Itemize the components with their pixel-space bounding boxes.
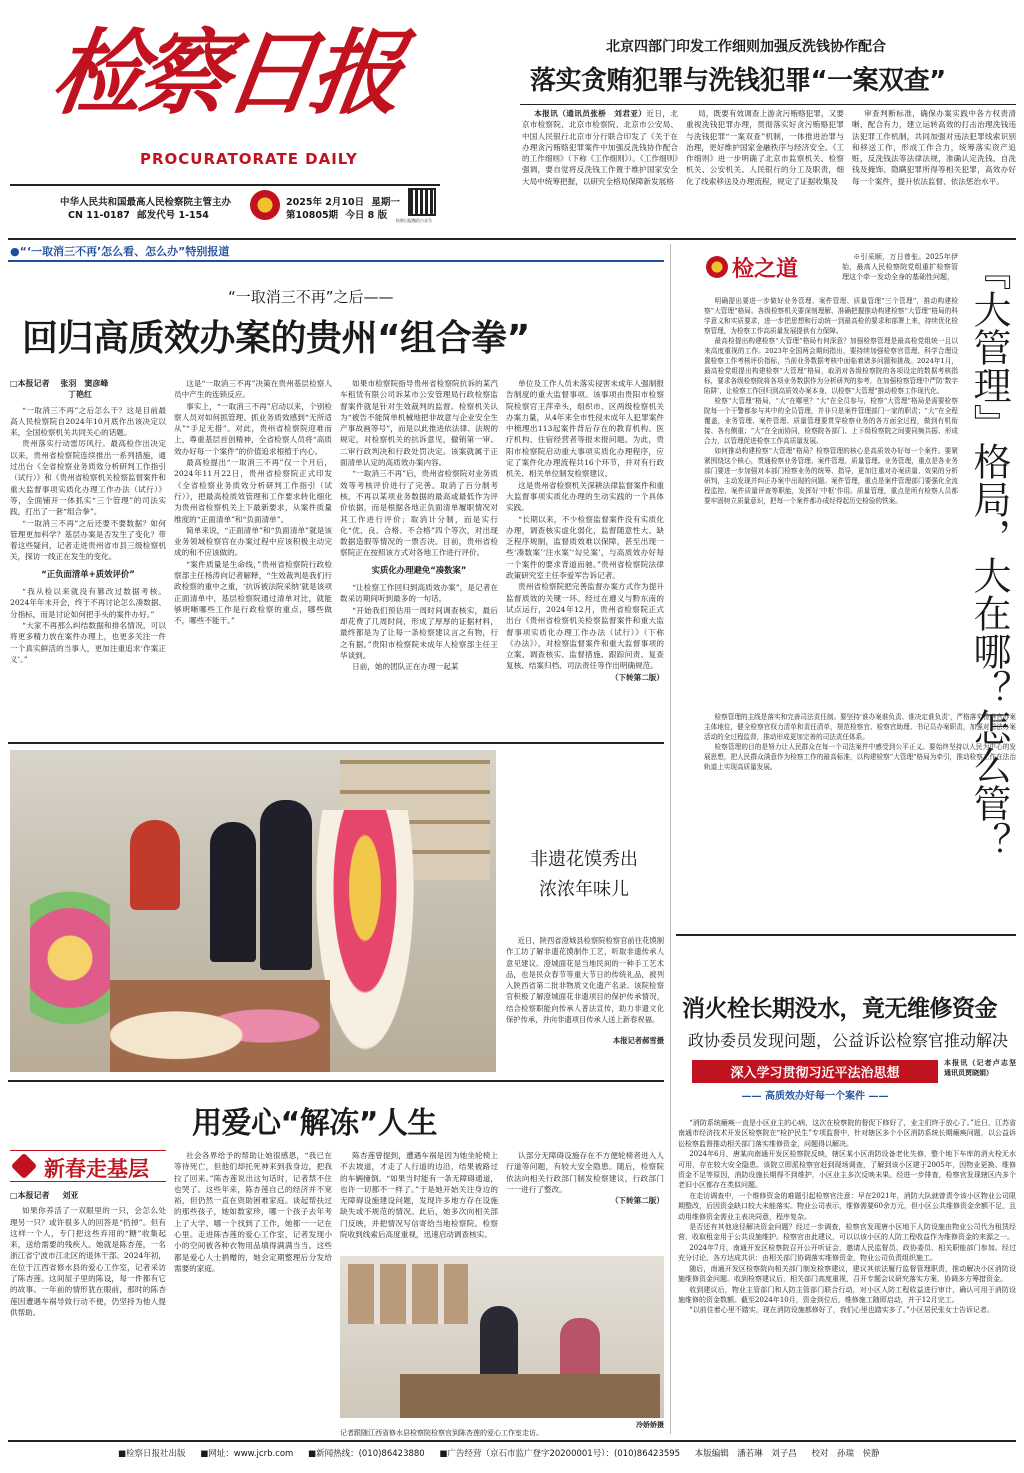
person-left — [130, 820, 180, 910]
masthead-title: 检察日报 — [45, 19, 405, 127]
love-story-continued: （下转第二版） — [610, 1196, 664, 1206]
love-story-col2-text: 社会各界给予的帮助让她很感恩，“我已在等待死亡，但他们却托死神来到我身边，把我拉了回来。”陈杏莲说出这句话时，记者禁不住也哭了。这些年来，陈杏莲自己的经济并不宽裕，但仍然一直在资助困难家庭。谈起帮扶过的那些孩子，她如数家珍，哪一个孩子去年考上了大学、哪一个找到了工作，她都一一记在心里。走进陈杏莲的爱心工作室，记者发现小小的空间被各种衣物用品填得满满当当。这些都是爱心人士捐赠的，她会定期整理后分发给需要的家庭。 — [174, 1151, 332, 1273]
footer — [118, 1447, 1018, 1459]
right-feature-bottom-rule — [676, 934, 1016, 936]
headline-col3 — [852, 108, 1016, 187]
special-col1-p2: 贵州落实行动雷厉风行。最高检作出决定以来，贵州省检察院连续推出一系列措施，通过出台《全省检察业务质效分析研判工作指引（试行）》和《贵州省检察机关检察监督案件和重大监督事项实质化办理工作办法（试行）》等，全面铺开一体抓实“三个管理”的司法实践，打出了一套“组合拳”。 — [10, 439, 166, 517]
masthead-divider — [10, 184, 440, 186]
photo-feature-image — [10, 750, 496, 1072]
right-feature-headline: 『大管理』格局，大在哪？怎么管？ — [967, 252, 1011, 860]
headline-col1-text: 近日，北京市检察院、北京市检察院、北京市公安局、中国人民银行北京市分行联合印发了《关于在办理贪污贿赂犯罪案件中加强反洗钱协作配合的工作细则》（下称《工作细则》）。《工作细则》强调，要自觉将反洗钱工作置于维护国家安全大局中统筹把握，以研究全格局保障新发展格 — [522, 109, 679, 186]
special-col1-p4: “我从检以来就没有篡改过数据考核。2024年年末开会，终于不再讨论怎么凑数据、分指标，而是讨论如何把手头的案件办好。” — [10, 587, 167, 619]
cn-code: CN 11-0187 — [68, 210, 130, 221]
right-column-divider — [670, 244, 671, 1434]
special-col3-p4: “开始我们预估用一周时间调查核实，最后却花费了几周时间，形成了厚厚的证据材料，最终都是为了让每一条检察建议言之有物，行之有据。”贵阳市检察院未成年人检察部主任王华谈到。 — [340, 605, 498, 660]
issue-weekday: 星期一 — [371, 197, 400, 208]
love-story-col3 — [340, 1150, 498, 1250]
love-story-col3-text: 陈杏莲曾提到，遭遇车祸是因为她坐轮椅上不去坡道，才走了人行道的边沿，结果被路过的车辆撞倒。“如果当时能有一条无障碍通道，也许一切都不一样了。”于是她开始关注身边的无障碍设施建设问题，发现许多地方存在设施缺失或不规范的情况。此后，她多次向相关部门反映，并把情况写信寄给当地检察院。检察院收到线索后高度重视，迅速启动调查核实。 — [340, 1151, 498, 1240]
qr-caption: 检察日报微信公众号 — [396, 218, 432, 223]
special-col2-p1: 这是“一取消三不再”决策在贵州基层检察人员中产生的连锁反应。 — [174, 379, 332, 400]
love-story-photo-credit: 冷娇娇摄 — [636, 1421, 664, 1429]
fire-hydrant-p4: 是否还有其他途径解决资金问题？经过一步调查，检察官发现唐小区地下人防设施由物业公司代为租赁经营，收取租金用于公共设施维护。检察官由此建议，可以以该小区的人防工程收益作为维修资金的来源之一。 — [678, 1223, 1016, 1242]
masthead-codes — [68, 207, 209, 221]
issue-date: 2025年 2月10日 — [286, 197, 365, 208]
wall-frames — [348, 1264, 468, 1324]
photo-feature-caption-text: 近日，陕西省澄城县检察院检察官前往花馍制作工坊了解非遗花馍制作工艺，听取非遗传承人意见建议。澄城面花是当地民间的一种手工艺术品，也是民众春节等重大节日的传统礼品，被列入陕西省第二批非物质文化遗产名录。该院检察官积极了解澄城面花非遗项目的保护传承情况，结合检察职能向传承人普法宣传，助力非遗文化保护传承，并向非遗项目传承人送上新春祝福。 — [506, 936, 664, 1025]
photo-feature-title — [504, 845, 664, 901]
love-story-byline-name: 刘亚 — [62, 1191, 79, 1200]
love-story-col1 — [10, 1190, 166, 1318]
special-col1 — [10, 378, 166, 665]
fire-hydrant-p7: 收到建议后，物业主管部门和人防主管部门联合行动，对小区人防工程收益进行审计，确认可用于消防设施维修的资金数额。截至2024年10月，资金到位后，维修施工随即启动，并于12月完工。 — [678, 1285, 1016, 1304]
special-col4-p1: 单位及工作人员未落实侵害未成年人强制报告制度的重大监督事项。该事项由贵阳市检察院检察官王萍牵头，组织市、区两级检察机关办案力量，从4年来全市性侵未成年人犯罪案件中梳理出113起案件背后存在的教育机构、医疗机构、住宿经营者等报未报问题。为此，贵阳市检察院启动重大事项实质化办理程序，应定了案件化办理流程共16个环节，并对有行政机关、相关单位制发检察建议。 — [506, 379, 664, 479]
love-story-byline-label: □本报记者 — [10, 1191, 50, 1200]
masthead-date — [286, 194, 400, 208]
right-feature-body-lower — [704, 712, 1016, 930]
fire-hydrant-p8: “以前住着心里不踏实，现在消防设施都修好了，我们心里也踏实多了。”小区居民张女士告诉记者。 — [689, 1306, 994, 1315]
right-feature-intro — [842, 252, 958, 292]
fire-hydrant-p5: 2024年7月，南通开发区检察院召开公开听证会，邀请人民监督员、政协委员、相关职能部门参加。经过充分讨论，各方达成共识：由相关部门协调落实维修资金，物业公司负责组织施工。 — [678, 1243, 1016, 1263]
special-col3-p5: 日前，她的团队正在办理一起某 — [352, 662, 459, 672]
photo-feature-caption — [506, 935, 664, 1047]
love-story-col2 — [174, 1150, 332, 1432]
headline-col2-text: 局，既要有效调查上游贪污贿赂犯罪，又要重视洗钱犯罪办理，贯彻落实好贪污贿赂犯罪与洗钱犯罪“一案双查”机制，一体推进治罪与治理，更好维护国家金融秩序与经济安全。《工作细则》进一步明确了北京市监察机关、检察机关、公安机关、人民银行的分工及职责，细化了线索移送及办理流程，规定了证据收集及 — [686, 109, 844, 186]
love-story-photo-caption-row — [340, 1420, 664, 1439]
footer-proofreaders: 校对 孙瑞 侯静 — [811, 1449, 880, 1459]
fire-hydrant-body — [678, 1118, 1016, 1436]
right-feature-logo-text: 检之道 — [732, 257, 799, 282]
footer-website[interactable]: ■网址：www.jcrb.com — [200, 1449, 294, 1459]
masthead-bottom-rule — [8, 238, 1016, 240]
photo-feature-credit: 本报记者郝雪摄 — [612, 1036, 664, 1046]
fire-hydrant-p2: 2024年6月，唐某向南通开发区检察院反映，辖区某小区消防设备老化失修，整个地下车库的消火栓无水可用，存在较大安全隐患。该院立即派检察官赶到现场调查，了解到该小区建于2005年，因物业更换、维修资金不足等原因，消防设施长期得不到维护，小区业主多次反映未果。经进一步排查，检察官发现辖区内多个老旧小区都存在类似问题。 — [678, 1150, 1016, 1190]
right-feature-logo — [678, 252, 838, 286]
headline-col1 — [522, 108, 678, 187]
national-emblem-icon — [250, 190, 280, 220]
person-center — [210, 822, 256, 962]
special-byline-names2: 丁艳红 — [68, 390, 92, 400]
table-surface — [400, 1374, 660, 1418]
fire-hydrant-lead — [944, 1058, 1023, 1114]
masthead-english: PROCURATORATE DAILY — [140, 150, 358, 168]
photo-feature-title-line1: 非遗花馍秀出 — [530, 849, 638, 870]
headline-col3-text: 审查判断标准，确保办案实践中各方权责清晰、配合有力，建立运转高效的打击治理洗钱违法犯罪工作机制，共同加强对违法犯罪线索识别和移送工作，形成工作合力，统筹落实资产追赃，反洗钱法等法律法规，准确认定洗钱、自洗钱及掩饰、隐瞒犯罪所得等相关犯罪，高效办好每一个案件，提升依法监督、依法惩治水平。 — [852, 109, 1016, 186]
postal-code: 邮发代号 1-154 — [137, 210, 209, 221]
special-title: 回归高质效办案的贵州“组合拳” — [22, 318, 530, 359]
special-col1-p1: “一取消三不再”之后怎么干？这是目前最高人民检察院自2024年10月底作出该决定以来，全国检察机关共同关心的话题。 — [10, 405, 166, 438]
fire-hydrant-byline: 本报讯（记者卢志坚 通讯员贾晓娟） — [944, 1058, 1023, 1078]
special-col1-subhead: “正负面清单+质效评价” — [41, 568, 135, 579]
special-col4-p2: 这是贵州省检察机关深耕法律监督案件和重大监督事项实质化办理的生动实践的一个具体实践。 — [506, 480, 664, 513]
fire-hydrant-subtitle: 政协委员发现问题，公益诉讼检察官推动解决 — [688, 1031, 1009, 1050]
special-col3-p1: 如果市检察院指导贵州省检察院抗诉的某汽车租赁有限公司诉某市公安管理局行政检察监督案件就是针对生效裁判的监督。检察机关认为“被告不能简单机械地把非故意与企业安全生产事故画等号”，而是以此推进依法律、法规的规定，对检察机关的抗诉意见，撤销第一审、二审行政判决和行政处罚决定。该案就属于正面清单认定的高质效办案内容。 — [340, 379, 498, 468]
headline-kicker: 北京四部门印发工作细则加强反洗钱协作配合 — [606, 39, 886, 55]
love-story-col4-text: 认部分无障碍设施存在不方便轮椅者进入人行道等问题，有较大安全隐患。随后，检察院依法向相关行政部门制发检察建议，行政部门一一进行了整改。 — [506, 1151, 664, 1194]
special-subtitle: “一取消三不再”之后—— — [228, 288, 394, 306]
fire-hydrant-p6: 随后，南通开发区检察院向相关部门制发检察建议，建议其依法履行监督管理职责，推动解决小区消防设施维修资金问题。收到检察建议后，相关部门高度重视，召开专题会议研究落实方案，协调多方筹措资金。 — [678, 1264, 1016, 1284]
special-col4-p3: “长期以来，不少检察监督案件没有实质化办理，调查核实虚化弱化，监督随意性大、缺乏程序规制，监督质效难以保障，甚至出现一些‘凑数案’‘注水案’‘勾兑案’，与高质效办好每一个案件的要求背道而驰。”贵州省检察院法律政策研究室主任李爱军告诉记者。 — [506, 514, 664, 581]
issue-pages: 今日 8 版 — [345, 210, 388, 221]
special-col4-p4: 贵州省检察院把完善监督办案方式作为提升监督质效的关键一环。经过在遵义与黔东南的试点运行，2024年12月，贵州省检察院正式出台《贵州省检察机关检察监督案件和重大监督事项实质化办理工作办法（试行）》（下称《办法》），对检察监督案件和重大监督事项的立案、调查核实、监督措施、跟踪问责、复查复核、结案归档、司法责任等作出明确规范。 — [506, 582, 664, 671]
love-story-col1-text: 如果你养活了一双眼里的一只，会怎么处理另一只？或许很多人的回答是“扔掉”。但有这样一个人，专门把这些弃用的“糖”收集起来，送给需要的残疾人。她就是陈杏莲，一名浙江省宁波市江北区的退休干部。2024年初，在位于江西省修水县的爱心工作室，记者采访了陈杏莲。这间屋子里的陈设，每一件都有它的故事。一年前的情形犹在眼前，那时的陈杏莲因遭遇车祸导致行动不便，仍坚持为他人提供帮助。 — [10, 1206, 167, 1317]
issue-number: 第10805期 — [286, 210, 339, 221]
special-col2-p4: 简单来说，“正面清单”和“负面清单”就是该业务领域检察官在办案过程中应该积极主动完成的和不应该做的。 — [174, 525, 332, 558]
right-feature-body2: 最高检提出构建检察“大管理”格局有何深意？加强检察管理是最高检党组统一且以来高度重视的工作。2023年全国两会期间指出，要持续加强检察官管理、科学合理设置检察工作考核评价指标，当前业务数据考核中面临着诸多问题和挑战。2024年1月，最高检党组提出构建检察“大管理”格局，取消对各级检察院的各项设定的数据考核指标，要求各级检察院将各项业务数据作为分析研判的参考，在加强检察管理中严防‘数字陷阱’，让检察工作回归到高质效办案本身，以检察“大管理”推动检察工作现代化。 — [704, 337, 958, 395]
special-col2-p5: “案件质量是生命线，”贵州省检察院行政检察部主任杨涛向记者解释，“生效裁判是我们行政检察的重中之重，‘抗诉被法院采纳’就是该项正面清单中，基层检察院通过清单对比，就能够明晰哪些工作是行政检察的重点，哪些做不，哪些不能干。” — [174, 559, 332, 626]
love-story-badge-text: 新春走基层 — [44, 1156, 149, 1181]
masthead-sponsor: 中华人民共和国最高人民检察院主管主办 — [60, 197, 232, 208]
huamo-display-bottom — [110, 980, 330, 1072]
special-banner: ●“‘一取消三不再’怎么看、怎么办”特别报道 — [10, 245, 230, 258]
right-feature-body1: 明确提出要进一步做好业务管理、案件管理、质量管理“三个管理”，推动构建检察“大管理”格局。各级检察机关要深刻理解、准确把握推动构建检察“大管理”格局的科学意义和实质要求，进一步把思想和行动统一到最高检的要求和部署上来，持续优化检察管理，为检察工作高质量发展提供有力保障。 — [704, 297, 958, 335]
special-continued: （下转第二版） — [610, 672, 664, 682]
knot-icon — [11, 1153, 37, 1179]
special-banner-bar — [8, 244, 664, 262]
love-story-photo-caption: 记者跟随江西省修水县检察院检察官到陈杏莲的爱心工作室走访。 — [340, 1429, 543, 1437]
footer-rule — [8, 1440, 1016, 1442]
photo-feature-title-line2: 浓浓年味儿 — [539, 879, 629, 900]
headline-col2 — [686, 108, 844, 187]
right-feature-body3: 检察“大管理”格局，“大”在哪里？“大”在全员参与，检察“大管理”格局是需要检察院每一个干警都参与其中的全员管理，并非只是案件管理部门一家的职责；“大”在全程覆盖，业务管理、案件管理、质量管理要贯穿检察业务的各方面全过程，做到有机衔接、各有侧重；“大”在全面协同，检察院各部门、上下级检察院之间要同频共振、形成合力，以管理促进检察工作高质量发展。 — [704, 397, 958, 445]
masthead-issue — [286, 207, 387, 221]
photo-bottom-rule — [8, 1080, 664, 1082]
fire-hydrant-p3: 在走访调查中，一个维修资金的难题引起检察官注意：早在2021年，消防大队就曾责令该小区物业公司限期整改，后因资金缺口较大未能落实。物业公司表示，维修需要60余万元，但小区公共维修资金余额不足，且动用维修资金需业主表决同意，程序复杂。 — [678, 1191, 1016, 1221]
special-col1-p5: “大家不再那么纠结数据和排名情况，可以将更多精力放在案件办理上，也更多关注一件一个真实鲜活的当事人，更加注重追求‘作案正义’。” — [10, 620, 166, 664]
special-byline-label: □本报记者 — [10, 379, 50, 388]
fire-hydrant-lead-text: “消防系统瘫痪一直是小区业主的心病，这次在检察院的督促下修好了，业主们终于放心了。”近日，江苏省南通市经济技术开发区检察院在“检护民生”专项监督中，针对辖区多个小区消防系统长期瘫痪问题，以公益诉讼检察监督推动相关部门落实维修资金，问题得以解决。 — [678, 1119, 1016, 1148]
footer-publisher: ■检察日报社出版 — [118, 1449, 186, 1459]
fire-hydrant-tag-sub: —— 高质效办好每一个案件 —— — [741, 1091, 889, 1102]
person-right — [260, 800, 312, 970]
love-story-col4 — [506, 1150, 664, 1206]
fire-hydrant-tag — [692, 1060, 938, 1102]
huamo-display-left — [30, 890, 110, 1060]
special-col3-p2: “一取消三不再”后，贵州省检察院对业务质效等考核评价进行了完善。取消了百分制考核，不再以某项业务数据的最高或最低作为评价依据，而是根据各地正负面清单履职情况对其工作进行评价；取消计分制，而是实行化“优、良、合格、不合格”四个等次，对出现数据造假等情况的一票否决。目前，贵州省检察院正在按照该方式对各地工作进行评价。 — [340, 469, 498, 558]
special-col3-p3: “让检察工作回归到高质效办案”，是记者在数采访期间听到最多的一句话。 — [340, 583, 498, 604]
wechat-qr-icon — [408, 188, 436, 216]
footer-hotline: ■新闻热线：(010)86423880 — [308, 1449, 425, 1459]
right-feature-body — [704, 296, 958, 708]
special-col3 — [340, 378, 498, 672]
masthead — [10, 8, 440, 240]
headline-byline: 本报讯（通讯员张桥 刘君亚） — [534, 109, 647, 118]
special-col2 — [174, 378, 332, 627]
love-story-title: 用爱心“解冻”人生 — [192, 1106, 437, 1141]
special-byline-names: 张羽 窦彦峰 — [60, 379, 109, 388]
special-col2-p3: 最高检提出“一取消三不再”仅一个月后，2024年11月22日，贵州省检察院正式印发《全省检察业务质效分析研判工作指引（试行）》，把最高检质效管理和工作要求转化细化为贵州省检察机关上下最新要求，从案件质量维度的“正面清单”和“负面清单”。 — [174, 458, 332, 524]
footer-ads: ■广告经营（京石市监广登字20200001号）：(010)86423595 — [439, 1449, 681, 1459]
footer-editors: 本版编辑 潘若琳 刘子昌 — [694, 1449, 797, 1459]
love-story-badge — [10, 1150, 166, 1182]
fire-hydrant-title: 消火栓长期没水，竟无维修资金 — [682, 996, 997, 1022]
right-feature-body5: 检察管理的主线是落实和完善司法责任制。要坚持‘谁办案谁负责、谁决定谁负责’，严格落实检察官办案主体地位，健全检察官权力清单和责任清单，规范检察官、检察官助理、书记员办案职责，加强对司法办案活动的全过程监督，推动形成更加完善的司法责任体系。 — [704, 713, 1016, 741]
special-col1-p3: “一取消三不再”之后还要不要数据？如何管理更加科学？基层办案是否发生了变化？带着这些疑问，记者走进贵州省市县三级检察机关，探访一线正在发生的变化。 — [10, 518, 166, 562]
headline-rule — [520, 104, 1016, 105]
headline-title: 落实贪贿犯罪与洗钱犯罪“一案双查” — [530, 66, 946, 96]
right-feature-body6: 检察管理的目的是努力让人民群众在每一个司法案件中感受到公平正义。要始终坚持以人民为中心的发展思想，把人民群众满意作为检察工作的最高标准，以构建检察“大管理”格局为牵引，推动检察工作在法治轨道上实现高质量发展。 — [704, 743, 1016, 771]
fire-hydrant-tag-title: 深入学习贯彻习近平法治思想 — [692, 1060, 938, 1083]
love-story-photo — [340, 1256, 664, 1418]
procuratorate-emblem-icon — [706, 256, 728, 278]
special-col3-subhead: 实质化办理避免“凑数案” — [371, 564, 467, 575]
special-bottom-rule — [8, 742, 664, 744]
special-col4 — [506, 378, 664, 683]
right-feature-intro-text: ※引采顺，万日曾张。2025年伊始，最高人民检察院党组重扩检察管理这个牵一发动全身的基础性问题， — [842, 253, 958, 282]
right-feature-body4: 如何推动构建检察“大管理”格局？检察管理的核心是高质效办好每一个案件。要紧紧围绕这个核心，贯通检察业务管理、案件管理、质量管理。业务管理，重点是各业务部门要进一步加强对本部门检察业务的统筹、指导，更加注重对办案质量、效果的分析研判，主动发现并纠正办案中出现的问题。案件管理，重点是案件管理部门要强化全流程监控、案件质量评查等职能，发挥好‘中枢’作用。质量管理，重点是所有检察人员都要牢固树立质量意识，把每一个案件都办成经得起历史检验的铁案。 — [704, 447, 958, 505]
special-col2-p2: 事实上，“一取消三不再”启动以来，个别检察人员对如何抓管理、抓业务质效感到“无所适从”“手足无措”。对此，贵州省检察院迎难而上，尊重基层首创精神，全省检察人员将“高质效办好每一个案件”的价值追求根植于内心。 — [174, 401, 332, 456]
